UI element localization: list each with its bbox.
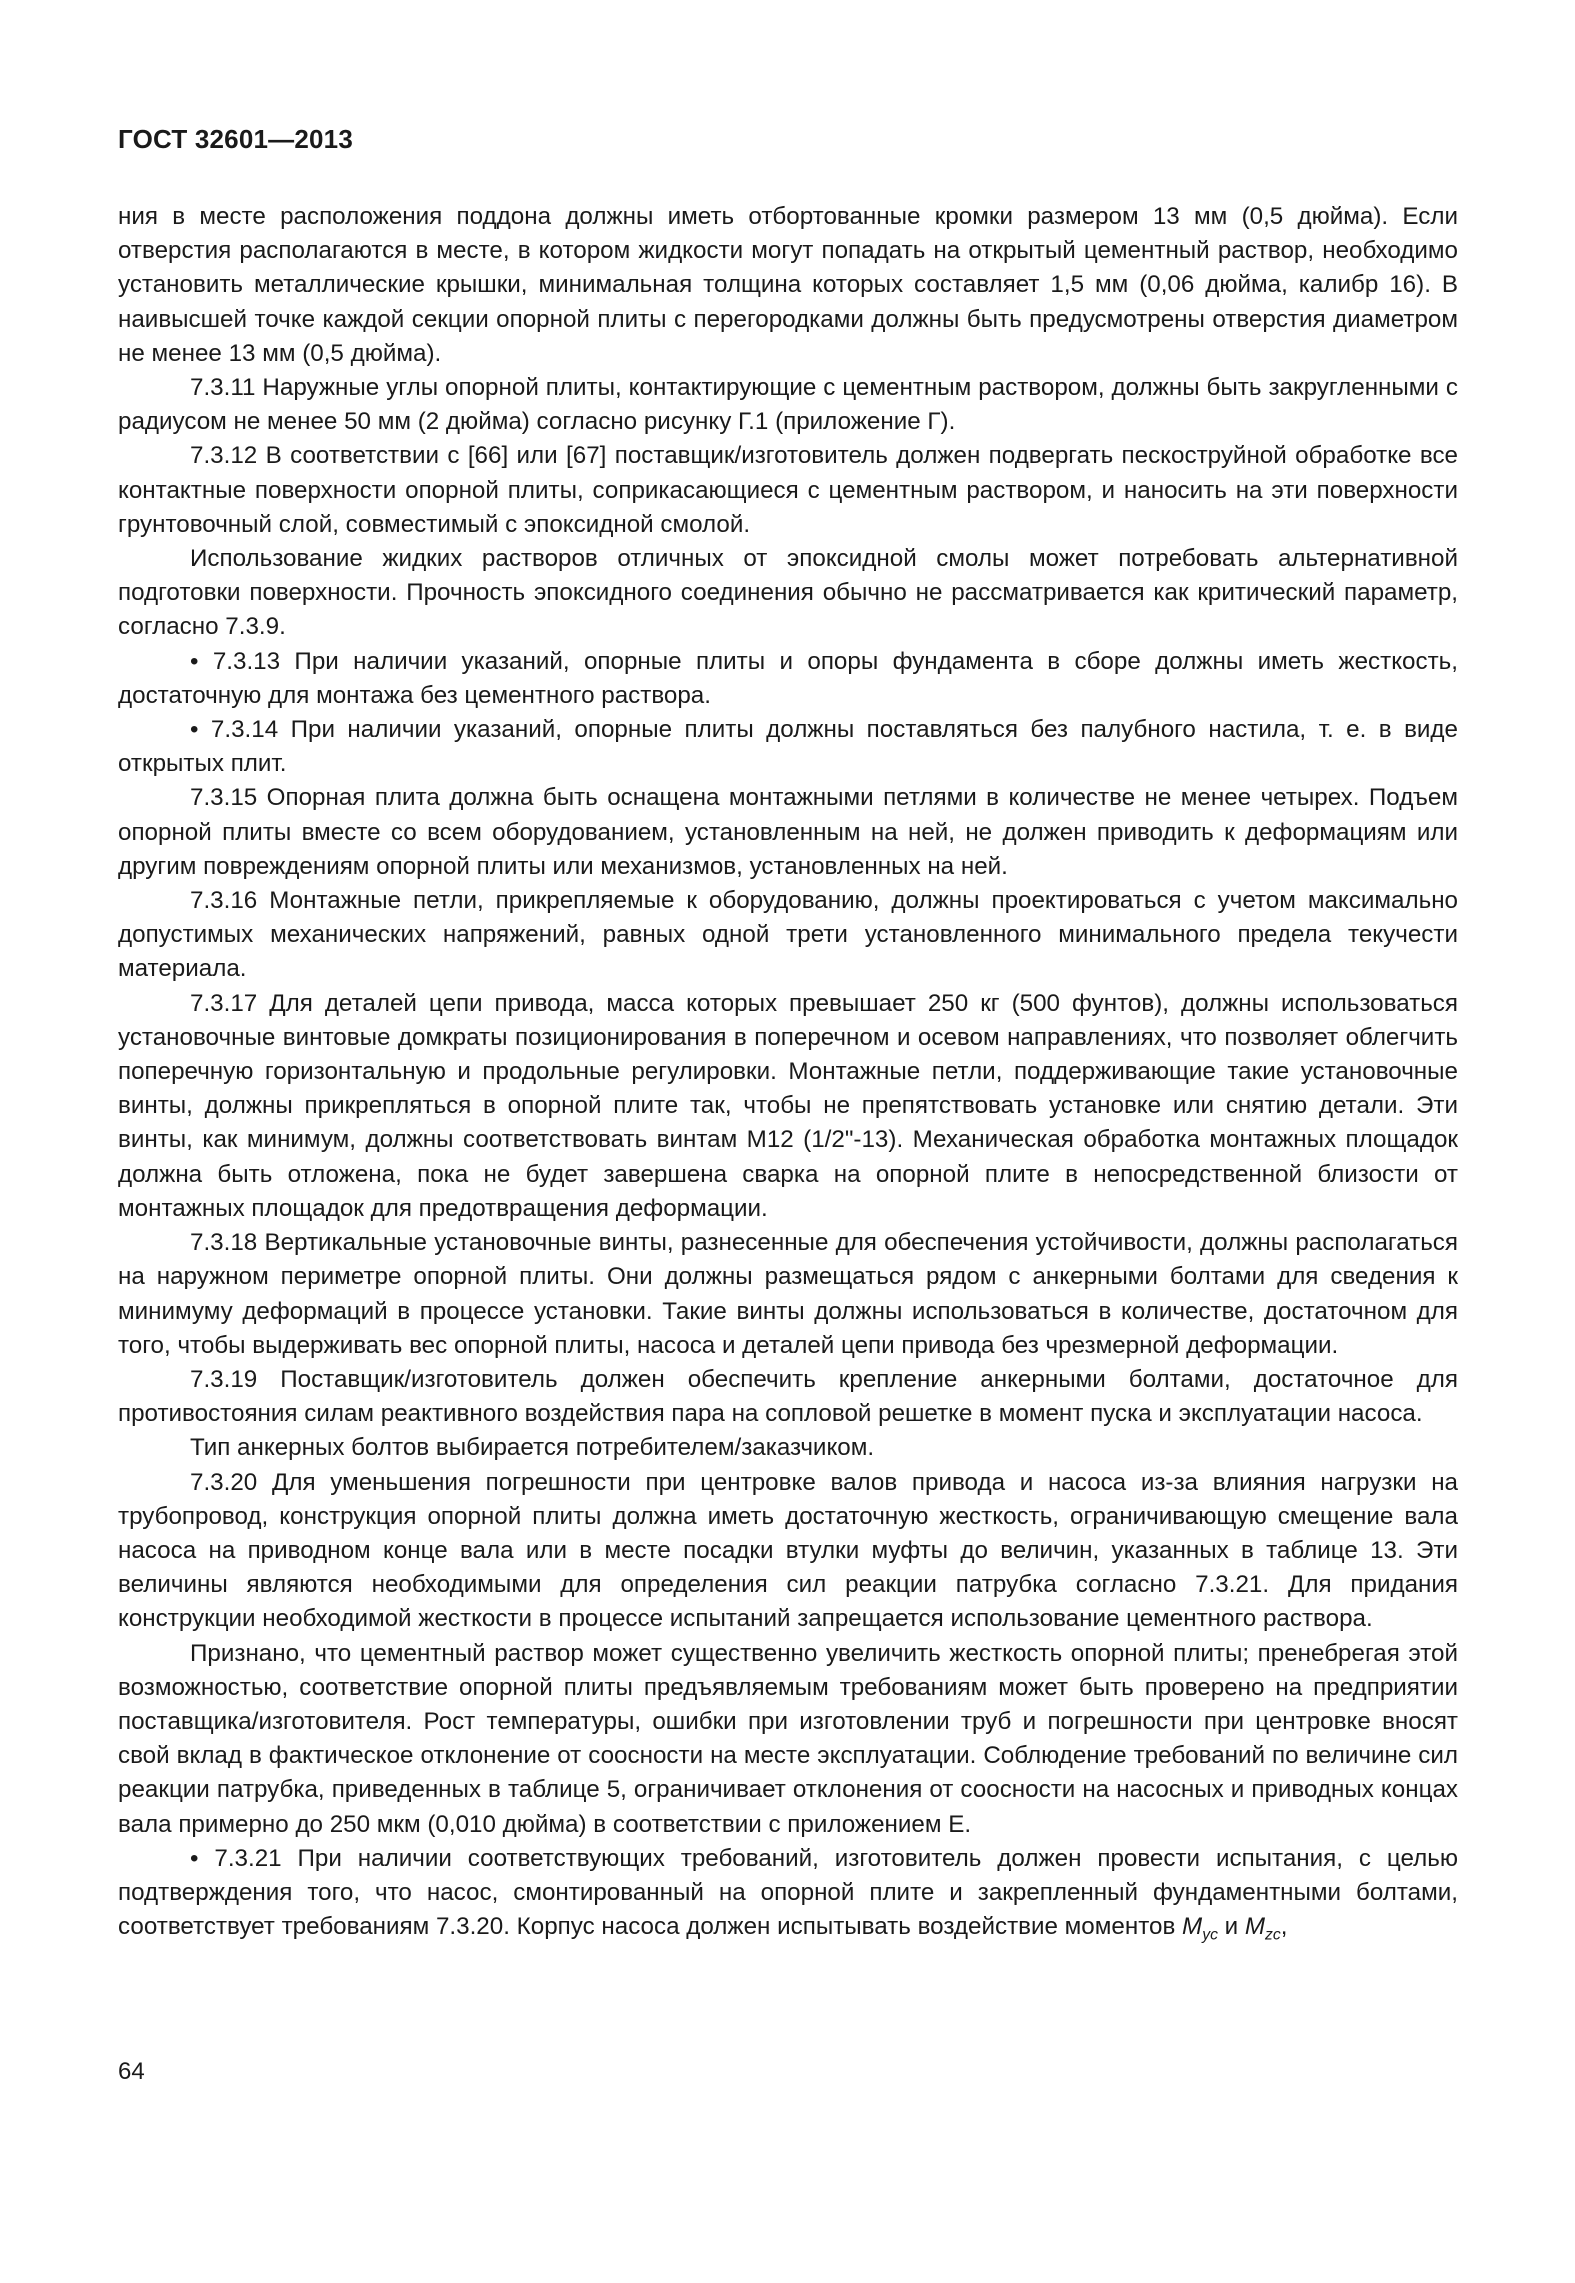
paragraph-continuation: ния в месте расположения поддона должны иметь отбортованные кромки размером 13 мм (0,5 дюйма). Если отверстия располагаются в месте, в котором жидкости могут попадать на открытый цементный раствор, необходимо установить металлические крышки, минимальная толщина которых составляет 1,5 мм (0,06 дюйма, калибр 16). В наивысшей точке каждой секции опорной плиты с перегородками должны быть предусмотрены отверстия диаметром не менее 13 мм (0,5 дюйма). (118, 203, 1458, 367)
paragraph-note-epoxy: Использование жидких растворов отличных от эпоксидной смолы может потребовать альтернативной подготовки поверхности. Прочность эпоксидного соединения обычно не рассматривается как критический параметр, согласно 7.3.9. (118, 545, 1458, 641)
paragraph-7-3-16: 7.3.16 Монтажные петли, прикрепляемые к оборудованию, должны проектироваться с учетом максимально допустимых механических напряжений, равных одной трети установленного минимального предела текучести материала. (118, 887, 1458, 983)
paragraph-7-3-17: 7.3.17 Для деталей цепи привода, масса которых превышает 250 кг (500 фунтов), должны использоваться установочные винтовые домкраты позиционирования в поперечном и осевом направлениях, что позволяет облегчить поперечную горизонтальную и продольные регулировки. Монтажные петли, поддерживающие такие установочные винты, должны прикрепляться в опорной плите так, чтобы не препятствовать установке или снятию детали. Эти винты, как минимум, должны соответствовать винтам M12 (1/2"-13). Механическая обработка монтажных площадок должна быть отложена, пока не будет завершена сварка на опорной плите в непосредственной близости от монтажных площадок для предотвращения деформации. (118, 989, 1458, 1222)
document-header: ГОСТ 32601—2013 (118, 124, 353, 154)
paragraph-7-3-13: • 7.3.13 При наличии указаний, опорные плиты и опоры фундамента в сборе должны иметь жесткость, достаточную для монтажа без цементного раствора. (118, 647, 1458, 709)
paragraph-7-3-12: 7.3.12 В соответствии с [66] или [67] поставщик/изготовитель должен подвергать пескоструйной обработке все контактные поверхности опорной плиты, соприкасающиеся с цементным раствором, и наносить на эти поверхности грунтовочный слой, совместимый с эпоксидной смолой. (118, 442, 1458, 538)
moment-tail: , (1280, 1913, 1288, 1941)
paragraph-note-grout: Признано, что цементный раствор может существенно увеличить жесткость опорной плиты; пренебрегая этой возможностью, соответствие опорной плиты предъявляемым требованиям может быть проверено на предприятии поставщика/изготовителя. Рост температуры, ошибки при изготовлении труб и погрешности при центровке вносят свой вклад в фактическое отклонение от соосности на месте эксплуатации. Соблюдение требований по величине сил реакции патрубка, приведенных в таблице 5, ограничивает отклонения от соосности на насосных и приводных концах вала примерно до 250 мкм (0,010 дюйма) в соответствии с приложением Е. (118, 1639, 1458, 1838)
paragraph-7-3-11: 7.3.11 Наружные углы опорной плиты, контактирующие с цементным раствором, должны быть закругленными с радиусом не менее 50 мм (2 дюйма) согласно рисунку Г.1 (приложение Г). (118, 374, 1458, 436)
paragraph-7-3-21-text: • 7.3.21 При наличии соответствующих требований, изготовитель должен провести испытания, с целью подтверждения того, что насос, смонтированный на опорной плите и закрепленный фундаментными болтами, соответствует требованиям 7.3.20. Корпус насоса должен испытывать воздействие моментов (118, 1844, 1458, 1941)
moment-m-zc: $M_{zc}$ (1244, 1913, 1281, 1944)
paragraph-anchor-bolts: Тип анкерных болтов выбирается потребителем/заказчиком. (190, 1434, 875, 1462)
paragraph-7-3-18: 7.3.18 Вертикальные установочные винты, разнесенные для обеспечения устойчивости, должны располагаться на наружном периметре опорной плиты. Они должны размещаться рядом с анкерными болтами для сведения к минимуму деформаций в процессе установки. Такие винты должны использоваться в количестве, достаточном для того, чтобы выдерживать вес опорной плиты, насоса и деталей цепи привода без чрезмерной деформации. (118, 1229, 1458, 1359)
moment-m-yc: $M_{yc}$ (1182, 1913, 1218, 1944)
moment-joiner: и (1217, 1913, 1245, 1941)
page-number: 64 (118, 2058, 145, 2085)
paragraph-7-3-20: 7.3.20 Для уменьшения погрешности при центровке валов привода и насоса из-за влияния нагрузки на трубопровод, конструкция опорной плиты должна иметь достаточную жесткость, ограничивающую смещение вала насоса на приводном конце вала или в месте посадки втулки муфты до величин, указанных в таблице 13. Эти величины являются необходимыми для определения сил реакции патрубка согласно 7.3.21. Для придания конструкции необходимой жесткости в процессе испытаний запрещается использование цементного раствора. (118, 1468, 1458, 1633)
paragraph-7-3-14: • 7.3.14 При наличии указаний, опорные плиты должны поставляться без палубного настила, т. е. в виде открытых плит. (118, 716, 1458, 778)
paragraph-7-3-19: 7.3.19 Поставщик/изготовитель должен обеспечить крепление анкерными болтами, достаточное для противостояния силам реактивного воздействия пара на сопловой решетке в момент пуска и эксплуатации насоса. (118, 1365, 1458, 1428)
document-body (118, 200, 1458, 1944)
paragraph-7-3-21 (118, 1842, 1458, 1945)
paragraph-7-3-15: 7.3.15 Опорная плита должна быть оснащена монтажными петлями в количестве не менее четырех. Подъем опорной плиты вместе со всем оборудованием, установленным на ней, не должен приводить к деформациям или другим повреждениям опорной плиты или механизмов, установленных на ней. (118, 784, 1458, 880)
